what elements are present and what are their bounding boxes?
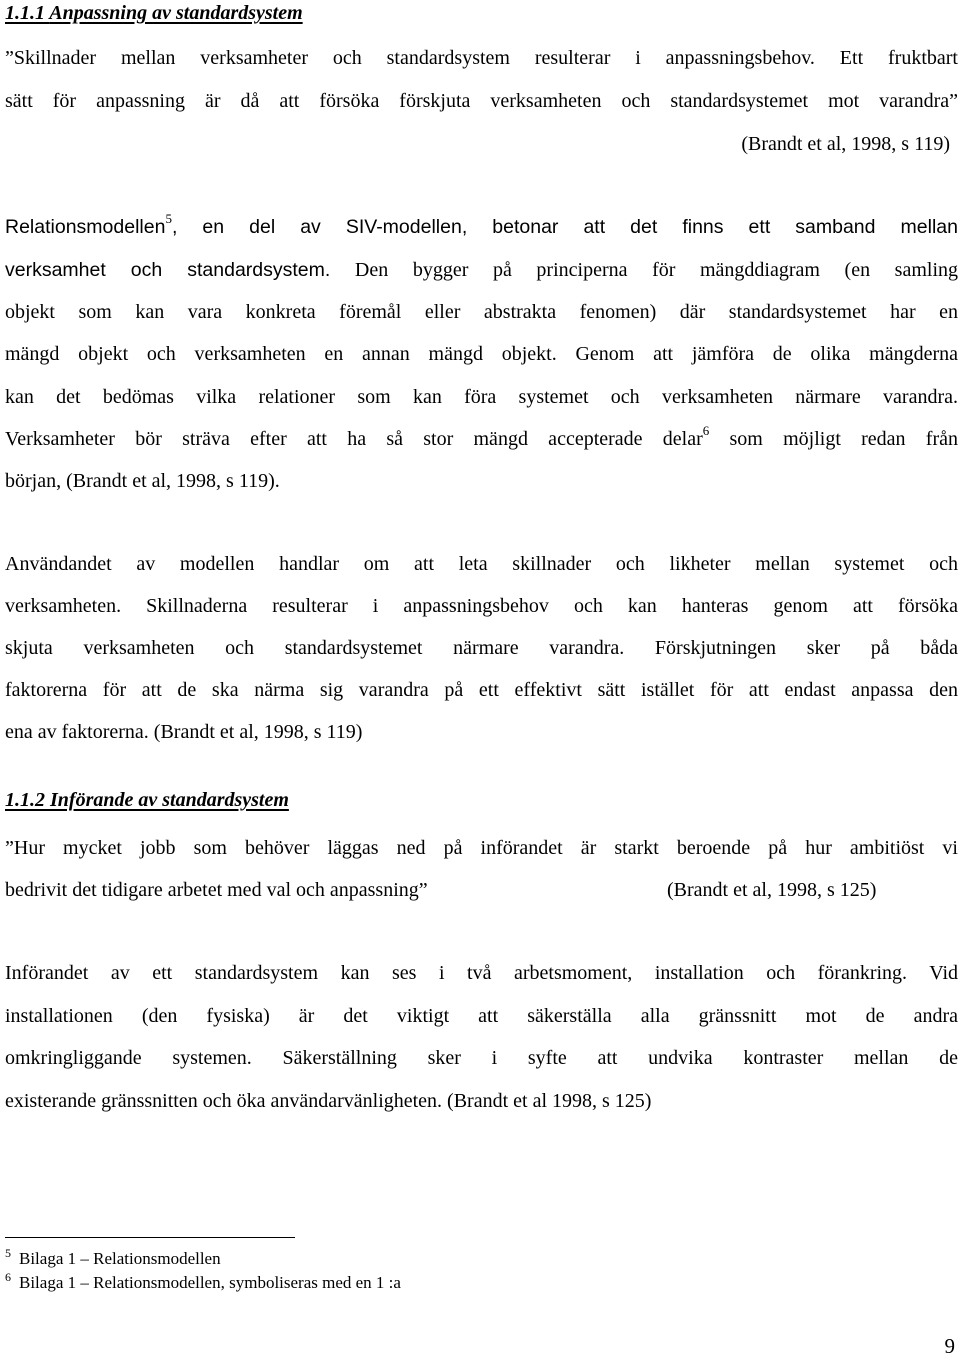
text-run: Verksamheter bör sträva efter att ha så stor mängd accepterade delar <box>5 428 703 450</box>
heading-text: Anpassning av standardsystem <box>49 2 303 24</box>
paragraph-line: skjuta verksamheten och standardsystemet närmare varandra. Förskjutningen sker på båda <box>5 637 958 659</box>
text-run: , en del av SIV-modellen, betonar att det finns ett samband mellan <box>171 216 958 238</box>
footnote-mark: 5 <box>5 1246 11 1260</box>
quote-text: bedrivit det tidigare arbetet med val och anpassning” <box>5 879 428 901</box>
heading-number: 1.1.1 <box>5 2 45 24</box>
text-run: verksamhet och standardsystem. <box>5 259 331 281</box>
footnote-text: Bilaga 1 – Relationsmodellen <box>19 1249 221 1268</box>
paragraph-line: faktorerna för att de ska närma sig varandra på ett effektivt sätt istället för att endast anpassa den <box>5 679 958 701</box>
footnote-text: Bilaga 1 – Relationsmodellen, symboliseras med en 1 :a <box>19 1273 401 1292</box>
paragraph-line <box>5 257 958 283</box>
page-number: 9 <box>944 1334 955 1358</box>
quote-citation: (Brandt et al, 1998, s 119) <box>741 133 950 155</box>
text-run: Den bygger på principerna för mängddiagram (en samling <box>330 259 958 281</box>
footnote-mark: 6 <box>5 1270 11 1284</box>
paragraph-line: Användandet av modellen handlar om att leta skillnader och likheter mellan systemet och <box>5 553 958 575</box>
paragraph-line: början, (Brandt et al, 1998, s 119). <box>5 470 280 492</box>
quote-line <box>5 877 958 903</box>
section-heading-1-1-2 <box>5 787 958 813</box>
footnote-separator <box>5 1237 295 1238</box>
paragraph-line: existerande gränssnitten och öka användarvänligheten. (Brandt et al 1998, s 125) <box>5 1090 652 1112</box>
quote-citation: (Brandt et al, 1998, s 125) <box>667 879 877 901</box>
paragraph-line: installationen (den fysiska) är det viktigt att säkerställa alla gränssnitt mot de andra <box>5 1005 958 1027</box>
paragraph-line: verksamheten. Skillnaderna resulterar i anpassningsbehov och kan hanteras genom att försöka <box>5 595 958 617</box>
paragraph-line <box>5 423 958 452</box>
paragraph-line: omkringliggande systemen. Säkerställning sker i syfte att undvika kontraster mellan de <box>5 1047 958 1069</box>
footnote <box>5 1272 401 1295</box>
paragraph-line: mängd objekt och verksamheten en annan mängd objekt. Genom att jämföra de olika mängderna <box>5 343 958 365</box>
paragraph-line: Införandet av ett standardsystem kan ses i två arbetsmoment, installation och förankring. Vid <box>5 962 958 984</box>
heading-number: 1.1.2 <box>5 789 45 811</box>
quote-line: sätt för anpassning är då att försöka förskjuta verksamheten och standardsystemet mot varandra” <box>5 90 958 112</box>
quote-line: ”Skillnader mellan verksamheter och standardsystem resulterar i anpassningsbehov. Ett fruktbart <box>5 47 958 69</box>
footnote <box>5 1248 221 1271</box>
footnote-ref: 5 <box>165 211 172 227</box>
paragraph-line: ena av faktorerna. (Brandt et al, 1998, s 119) <box>5 721 363 743</box>
heading-text: Införande av standardsystem <box>50 789 289 811</box>
text-run: som möjligt redan från <box>709 428 958 450</box>
footnote-ref: 6 <box>702 423 710 439</box>
quote-line: ”Hur mycket jobb som behöver läggas ned på införandet är starkt beroende på hur ambitiöst vi <box>5 837 958 859</box>
paragraph-line: kan det bedömas vilka relationer som kan föra systemet och verksamheten närmare varandra. <box>5 386 958 408</box>
text-run: Relationsmodellen <box>5 216 166 238</box>
paragraph-line: objekt som kan vara konkreta föremål eller abstrakta fenomen) där standardsystemet har en <box>5 301 958 323</box>
paragraph-line <box>5 211 958 240</box>
section-heading-1-1-1 <box>5 0 958 26</box>
